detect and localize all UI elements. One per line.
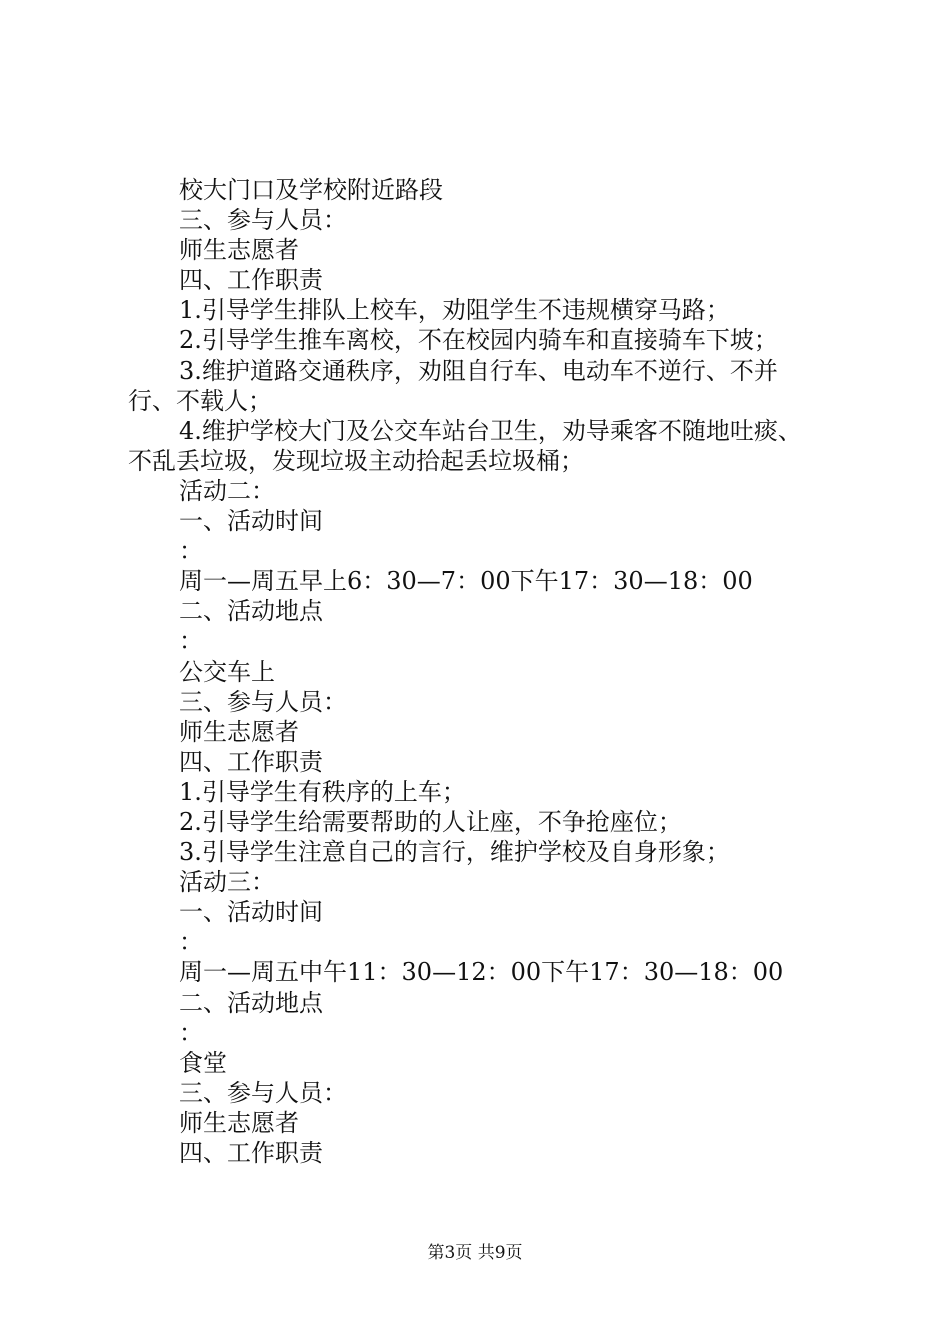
text-line: 三、参与人员：: [179, 687, 347, 716]
text-line: ：: [179, 928, 203, 957]
text-line: 活动三：: [179, 868, 275, 897]
text-line: ：: [179, 537, 203, 566]
text-line: 三、参与人员：: [179, 1078, 347, 1107]
text-line: 2.引导学生推车离校，不在校园内骑车和直接骑车下坡；: [179, 326, 778, 355]
text-line: 四、工作职责: [179, 266, 323, 295]
text-line: 1.引导学生有秩序的上车；: [179, 777, 466, 806]
text-line: 周一—周五早上6：30—7：00下午17：30—18：00: [179, 567, 753, 596]
text-line: 三、参与人员：: [179, 206, 347, 235]
text-line: 活动二：: [179, 476, 275, 505]
text-line: 行、不载人；: [128, 386, 272, 415]
text-line: 师生志愿者: [179, 236, 299, 265]
text-line: 不乱丢垃圾，发现垃圾主动拾起丢垃圾桶；: [128, 446, 584, 475]
text-line: 四、工作职责: [179, 1139, 323, 1167]
text-line: 四、工作职责: [179, 747, 323, 776]
text-line: 1.引导学生排队上校车，劝阻学生不违规横穿马路；: [179, 296, 730, 325]
text-line: 二、活动地点: [179, 988, 323, 1017]
text-line: 公交车上: [179, 657, 275, 686]
text-line: 4.维护学校大门及公交车站台卫生，劝导乘客不随地吐痰、: [179, 416, 802, 445]
text-line: 3.引导学生注意自己的言行，维护学校及自身形象；: [179, 838, 730, 867]
text-line: 周一—周五中午11：30—12：00下午17：30—18：00: [179, 958, 784, 987]
text-line: 食堂: [179, 1048, 227, 1077]
text-line: ：: [179, 1018, 203, 1047]
document-body: [128, 175, 858, 1168]
text-line: 一、活动时间: [179, 507, 323, 536]
text-line: 师生志愿者: [179, 717, 299, 746]
page-footer: 第3页 共9页: [427, 1243, 523, 1263]
text-line: 校大门口及学校附近路段: [179, 176, 443, 204]
text-line: 2.引导学生给需要帮助的人让座，不争抢座位；: [179, 807, 682, 836]
text-line: 一、活动时间: [179, 898, 323, 927]
text-line: 师生志愿者: [179, 1108, 299, 1137]
text-line: ：: [179, 627, 203, 656]
text-line: 3.维护道路交通秩序，劝阻自行车、电动车不逆行、不并: [179, 356, 778, 385]
text-line: 二、活动地点: [179, 597, 323, 626]
